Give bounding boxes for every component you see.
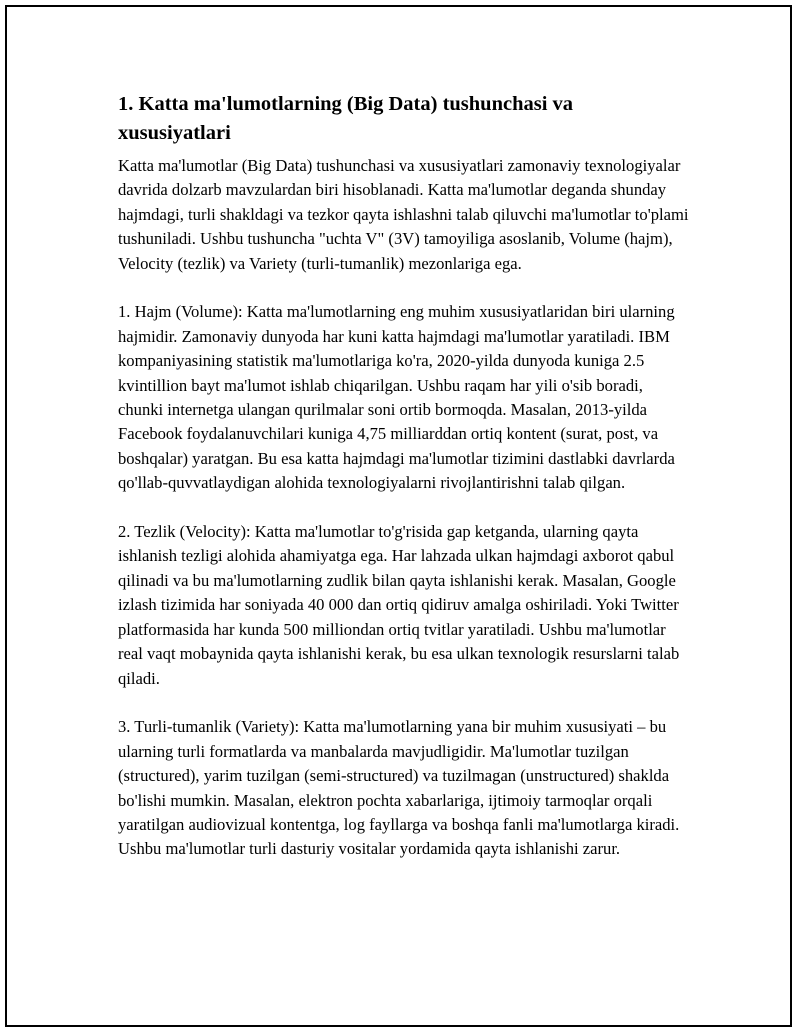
volume-paragraph: 1. Hajm (Volume): Katta ma'lumotlarning eng muhim xususiyatlaridan biri ularning hajmidir. Zamonaviy dunyoda har kuni katta hajmdagi ma'lumotlar yaratiladi. IBM kompaniyasining statistik ma'lumotlariga ko'ra, 2020-yilda dunyoda kuniga 2.5 kvintillion bayt ma'lumot ishlab chiqarilgan. Ushbu raqam har yili o'sib boradi, chunki internetga ulangan qurilmalar soni ortib bormoqda. Masalan, 2013-yilda Facebook foydalanuvchilari kuniga 4,75 milliarddan ortiq kontent (surat, post, va boshqalar) yaratgan. Bu esa katta hajmdagi ma'lumotlar tizimini dastlabki davrlarda qo'llab-quvvatlaydigan alohida texnologiyalarni rivojlantirishni talab qilgan.	[118, 302, 675, 493]
section-heading: 1. Katta ma'lumotlarning (Big Data) tushunchasi va xususiyatlari	[118, 93, 574, 144]
velocity-paragraph: 2. Tezlik (Velocity): Katta ma'lumotlar to'g'risida gap ketganda, ularning qayta ishlanish tezligi alohida ahamiyatga ega. Har lahzada ulkan hajmdagi axborot qabul qilinadi va bu ma'lumotlarning zudlik bilan qayta ishlanishi kerak. Masalan, Google izlash tizimida har soniyada 40 000 dan ortiq qidiruv amalga oshiriladi. Yoki Twitter platformasida har kunda 500 milliondan ortiq tvitlar yaratiladi. Ushbu ma'lumotlar real vaqt mobaynida qayta ishlanishi kerak, bu esa ulkan texnologik resurslarni talab qiladi.	[118, 522, 680, 688]
document-body	[118, 90, 690, 886]
intro-paragraph: Katta ma'lumotlar (Big Data) tushunchasi va xususiyatlari zamonaviy texnologiyalar davrida dolzarb mavzulardan biri hisoblanadi. Katta ma'lumotlar deganda shunday hajmdagi, turli shakldagi va tezkor qayta ishlashni talab qiluvchi ma'lumotlar to'plami tushuniladi. Ushbu tushuncha "uchta V" (3V) tamoyiliga asoslanib, Volume (hajm), Velocity (tezlik) va Variety (turli-tumanlik) mezonlariga ega.	[118, 156, 689, 273]
variety-paragraph: 3. Turli-tumanlik (Variety): Katta ma'lumotlarning yana bir muhim xususiyati – bu ularning turli formatlarda va manbalarda mavjudligidir. Ma'lumotlar tuzilgan (structured), yarim tuzilgan (semi-structured) va tuzilmagan (unstructured) shaklda bo'lishi mumkin. Masalan, elektron pochta xabarlariga, ijtimoiy tarmoqlar orqali yaratilgan audiovizual kontentga, log fayllarga va boshqa fanli ma'lumotlarga kiradi. Ushbu ma'lumotlar turli dasturiy vositalar yordamida qayta ishlanishi zarur.	[118, 717, 680, 859]
